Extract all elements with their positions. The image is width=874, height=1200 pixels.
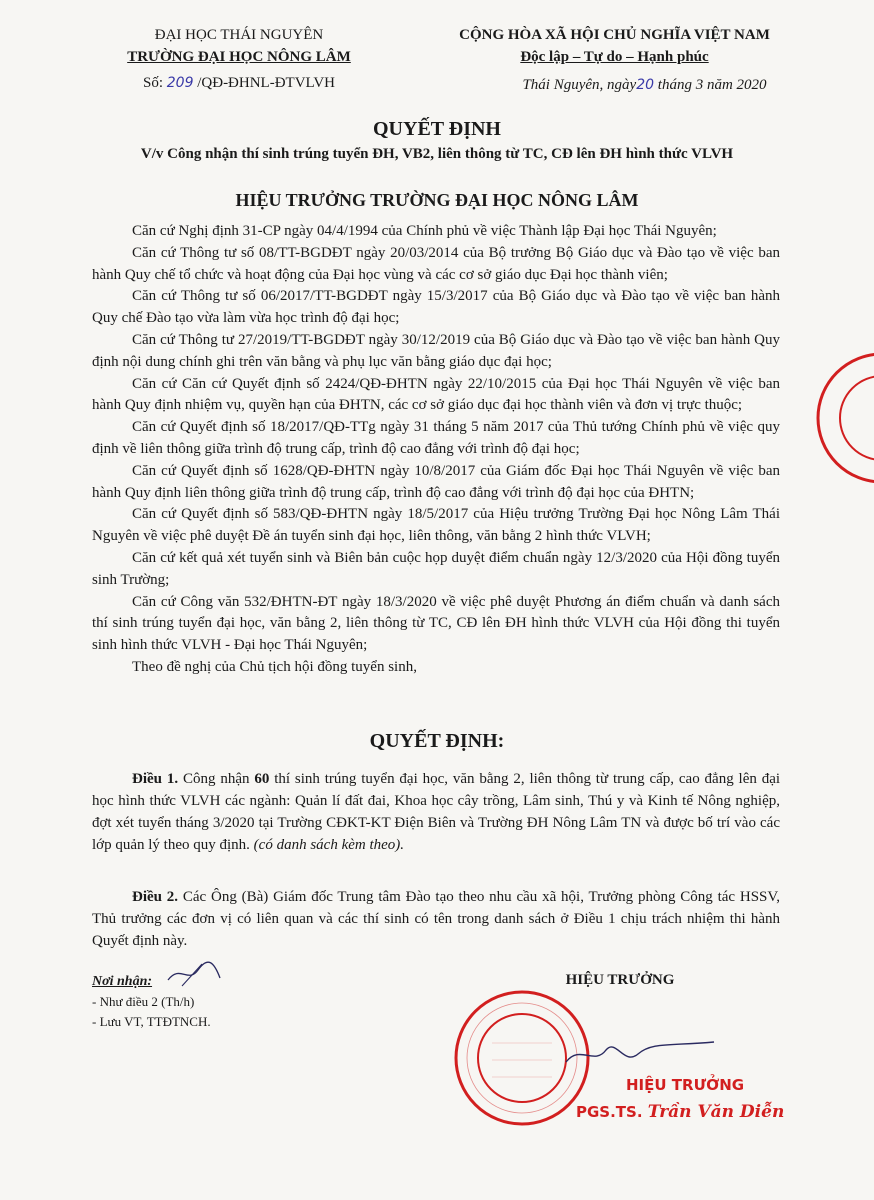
recipient-item: - Lưu VT, TTĐTNCH. (92, 1014, 211, 1029)
ground-paragraph: Căn cứ Quyết định số 1628/QĐ-ĐHTN ngày 10/8/2017 của Giám đốc Đại học Thái Nguyên về việc ban hành Quy định liên thông giữa trình độ trung cấp, trình độ cao đẳng với trình độ đại học của ĐHTN; (92, 462, 780, 501)
initials-signature-icon (164, 958, 224, 990)
school-name: TRƯỜNG ĐẠI HỌC NÔNG LÂM (127, 49, 351, 65)
recipient-item: - Như điều 2 (Th/h) (92, 994, 195, 1009)
header-right (412, 24, 817, 96)
national-motto: Độc lập – Tự do – Hạnh phúc (520, 49, 709, 65)
attachment-note: (có danh sách kèm theo). (253, 837, 405, 853)
ground-paragraph: Theo đề nghị của Chủ tịch hội đồng tuyển sinh, (132, 658, 417, 675)
article-1: Điều 1. Công nhận 60 thí sinh trúng tuyển đại học, văn bằng 2, liên thông từ trung cấp, cao đẳng lên đại học hình thức VLVH các ngành: Quản lí đất đai, Khoa học cây trồng, Lâm sinh, Thú y và Kinh tế Nông nghiệp, đợt xét tuyển tháng 3/2020 tại Trường CĐKT-KT Điện Biên và Trường ĐH Nông Lâm TN và được bố trí vào các lớp quản lý theo quy định. (có danh sách kèm theo). (92, 771, 781, 853)
edge-seal-icon (812, 348, 874, 488)
signature-title: HIỆU TRƯỞNG (565, 972, 675, 988)
admitted-count: 60 (254, 771, 270, 787)
header-left (104, 24, 374, 94)
signatory-name (576, 1102, 784, 1122)
decision-heading: QUYẾT ĐỊNH: (369, 730, 505, 752)
university-name: ĐẠI HỌC THÁI NGUYÊN (154, 27, 324, 43)
article-1-label: Điều 1. (132, 771, 179, 787)
ground-paragraph: Căn cứ Quyết định số 583/QĐ-ĐHTN ngày 18/5/2017 của Hiệu trưởng Trường Đại học Nông Lâm Thái Nguyên về việc phê duyệt Đề án tuyển sinh đại học, liên thông, văn bằng 2 hình thức VLVH; (92, 506, 780, 545)
ground-paragraph: Căn cứ Thông tư số 06/2017/TT-BGDĐT ngày 15/3/2017 của Bộ Giáo dục và Đào tạo về việc ban hành Quy chế Đào tạo vừa làm vừa học trình độ đại học; (92, 288, 780, 327)
article-2: Điều 2. Các Ông (Bà) Giám đốc Trung tâm Đào tạo theo nhu cầu xã hội, Trưởng phòng Công tác HSSV, Thủ trưởng các đơn vị có liên quan và các thí sinh có tên trong danh sách ở Điều 1 chịu trách nhiệm thi hành Quyết định này. (92, 889, 781, 949)
grounds-section (92, 221, 780, 679)
handwritten-signature-icon (560, 1036, 720, 1072)
ground-paragraph: Căn cứ kết quả xét tuyển sinh và Biên bản cuộc họp duyệt điểm chuẩn ngày 12/3/2020 của Hội đồng tuyển sinh Trường; (92, 549, 780, 588)
signatory-full-name: Trần Văn Diễn (647, 1102, 785, 1122)
ground-paragraph: Căn cứ Căn cứ Quyết định số 2424/QĐ-ĐHTN ngày 22/10/2015 của Đại học Thái Nguyên về việc ban hành Quy định nhiệm vụ, quyền hạn của ĐHTN, các cơ sở giáo dục đại học thành viên và đơn vị trực thuộc; (92, 375, 780, 414)
document-number: Số: 209 /QĐ-ĐHNL-ĐTVLVH (142, 75, 335, 91)
article-2-label: Điều 2. (132, 889, 179, 905)
document-subject: V/v Công nhận thí sinh trúng tuyển ĐH, VB2, liên thông từ TC, CĐ lên ĐH hình thức VLVH (140, 146, 734, 162)
national-title: CỘNG HÒA XÃ HỘI CHỦ NGHĨA VIỆT NAM (459, 27, 770, 43)
ground-paragraph: Căn cứ Quyết định số 18/2017/QĐ-TTg ngày 31 tháng 5 năm 2017 của Thủ tướng Chính phủ về việc quy định về liên thông giữa trình độ trung cấp, trình độ cao đẳng với trình độ đại học; (92, 419, 780, 457)
ground-paragraph: Căn cứ Thông tư số 08/TT-BGDĐT ngày 20/03/2014 của Bộ trưởng Bộ Giáo dục và Đào tạo về việc ban hành Quy chế tổ chức và hoạt động của Đại học vùng và các cơ sở giáo dục Đại học thành viên; (92, 244, 780, 283)
ground-paragraph: Căn cứ Công văn 532/ĐHTN-ĐT ngày 18/3/2020 về việc phê duyệt Phương án điểm chuẩn và danh sách thí sinh trúng tuyển đại học, văn bằng 2, liên thông từ TC, CĐ lên ĐH hình thức VLVH của Hội đồng thi tuyển sinh hình thức VLVH - Đại học Thái Nguyên; (92, 593, 780, 654)
issue-date: Thái Nguyên, ngày20 tháng 3 năm 2020 (522, 77, 767, 93)
signatory-degree: PGS.TS. (576, 1103, 643, 1121)
stamp-signature-title: HIỆU TRƯỞNG (626, 1076, 745, 1094)
issuing-authority: HIỆU TRƯỞNG TRƯỜNG ĐẠI HỌC NÔNG LÂM (235, 190, 639, 210)
ground-paragraph: Căn cứ Nghị định 31-CP ngày 04/4/1994 của Chính phủ về việc Thành lập Đại học Thái Nguyên; (132, 223, 717, 239)
document-title: QUYẾT ĐỊNH (373, 118, 501, 140)
ground-paragraph: Căn cứ Thông tư 27/2019/TT-BGDĐT ngày 30/12/2019 của Bộ Giáo dục và Đào tạo về việc ban hành Quy định nội dung chính ghi trên văn bằng và phụ lục văn bằng giáo dục đại học; (92, 331, 780, 370)
recipients-title: Nơi nhận: (92, 974, 153, 989)
handwritten-number: 209 (166, 75, 194, 91)
handwritten-day: 20 (636, 77, 655, 93)
